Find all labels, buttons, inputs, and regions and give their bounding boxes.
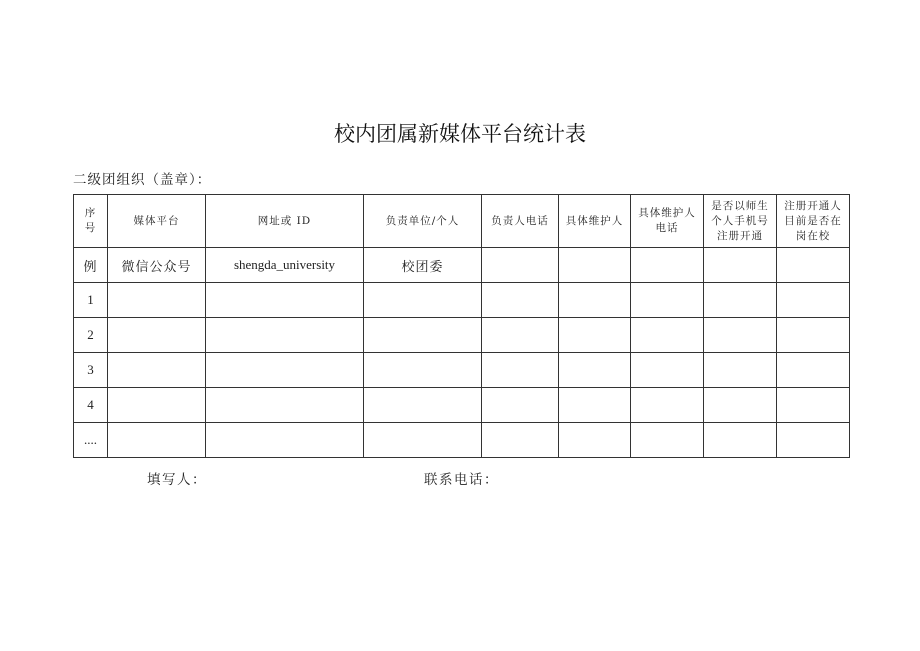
table-cell [704, 318, 777, 353]
header-label: 具体维护人 电话 [638, 207, 696, 234]
table-cell [631, 248, 704, 283]
table-cell [108, 423, 206, 458]
contact-phone-label: 联系电话： [424, 472, 499, 488]
header-cell-personal-phone [704, 195, 777, 248]
table-cell [631, 388, 704, 423]
table-row [74, 388, 850, 423]
table-cell [631, 423, 704, 458]
table-cell [777, 248, 850, 283]
table-cell [108, 388, 206, 423]
table-cell [482, 353, 559, 388]
row-number: 4 [74, 388, 108, 423]
table-cell [108, 283, 206, 318]
table-cell [364, 318, 482, 353]
table-row [74, 423, 850, 458]
table-cell [559, 353, 631, 388]
header-cell-maintainer-phone [631, 195, 704, 248]
header-label: 网址或 ID [257, 214, 312, 227]
table-cell [364, 353, 482, 388]
table-cell [777, 388, 850, 423]
table-cell [631, 283, 704, 318]
table-cell [206, 423, 364, 458]
table-cell [704, 283, 777, 318]
table-cell [631, 353, 704, 388]
table-cell [206, 283, 364, 318]
table-cell [777, 283, 850, 318]
table-cell [108, 353, 206, 388]
table-cell [777, 318, 850, 353]
header-label: 媒体平台 [133, 214, 180, 227]
table-row [74, 353, 850, 388]
header-cell-registrant-status [777, 195, 850, 248]
header-cell-platform [108, 195, 206, 248]
header-cell-index [74, 195, 108, 248]
table-cell [559, 283, 631, 318]
table-cell [704, 423, 777, 458]
table-cell [108, 318, 206, 353]
statistics-table [73, 194, 850, 458]
table-cell [777, 423, 850, 458]
row-number: .... [74, 423, 108, 458]
table-cell [206, 353, 364, 388]
header-label: 是否以师生 个人手机号 注册开通 [711, 199, 769, 242]
header-row [74, 195, 850, 248]
header-cell-owner-phone [482, 195, 559, 248]
table-cell [559, 248, 631, 283]
header-label: 具体维护人 [565, 214, 624, 227]
row-number: 3 [74, 353, 108, 388]
example-cell-url: shengda_university [206, 248, 364, 283]
header-label: 负责单位/个人 [385, 214, 460, 227]
table-cell [704, 248, 777, 283]
table-cell [482, 318, 559, 353]
table-cell [482, 388, 559, 423]
table-cell [631, 318, 704, 353]
table-cell [206, 318, 364, 353]
table-cell [482, 248, 559, 283]
table-cell [364, 283, 482, 318]
table-cell [777, 353, 850, 388]
header-cell-owner [364, 195, 482, 248]
header-cell-url [206, 195, 364, 248]
table-cell [206, 388, 364, 423]
table-cell [364, 388, 482, 423]
example-row [74, 248, 850, 283]
table-cell [559, 318, 631, 353]
filler-label: 填写人： [147, 472, 207, 488]
example-cell-platform: 微信公众号 [108, 248, 206, 283]
row-number: 2 [74, 318, 108, 353]
example-cell-index: 例 [74, 248, 108, 283]
table-cell [704, 388, 777, 423]
header-label: 注册开通人 目前是否在 岗在校 [784, 199, 842, 242]
header-cell-maintainer [559, 195, 631, 248]
header-label: 序 号 [84, 207, 97, 234]
row-number: 1 [74, 283, 108, 318]
page-title: 校内团属新媒体平台统计表 [334, 122, 586, 146]
table-cell [364, 423, 482, 458]
table-row [74, 283, 850, 318]
table-cell [704, 353, 777, 388]
table-cell [559, 388, 631, 423]
org-label: 二级团组织（盖章）： [73, 172, 212, 188]
table-cell [482, 283, 559, 318]
table-cell [559, 423, 631, 458]
header-label: 负责人电话 [491, 214, 549, 227]
example-cell-owner: 校团委 [364, 248, 482, 283]
table-cell [482, 423, 559, 458]
table-row [74, 318, 850, 353]
